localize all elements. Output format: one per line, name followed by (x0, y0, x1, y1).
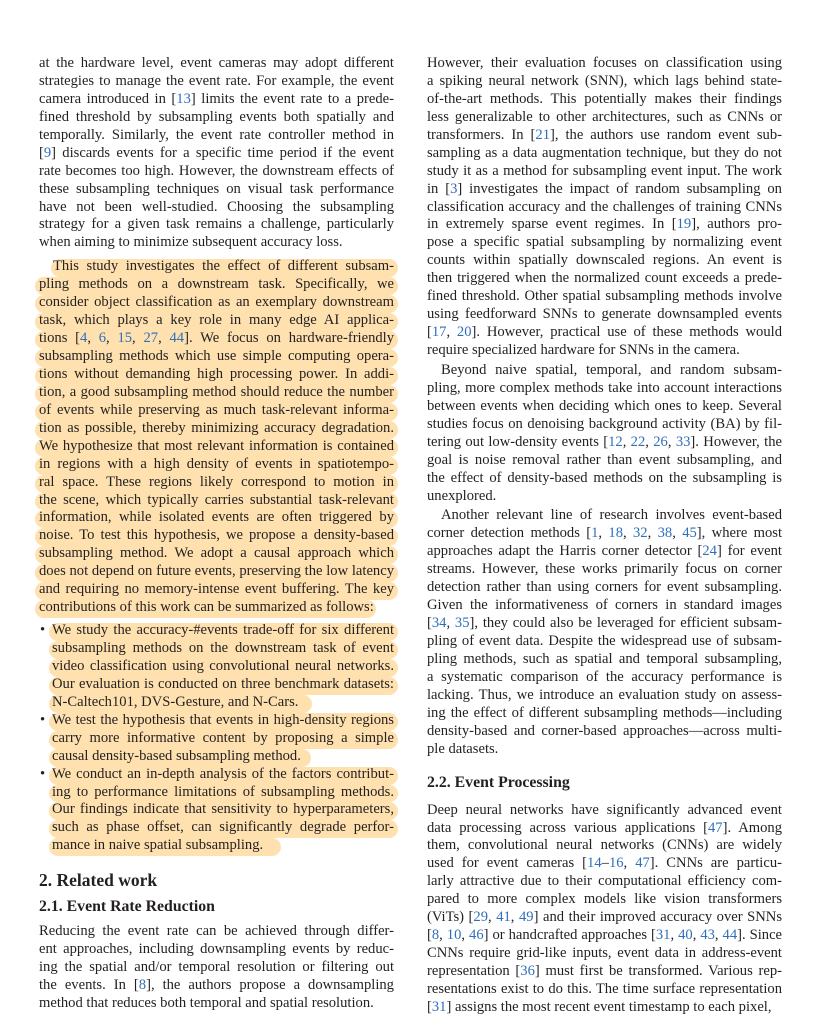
text-line (427, 525, 782, 543)
line-text: pling methods on a downstream task. Specifically, we (39, 276, 394, 293)
line-text: pling, more complex methods take into account interactions (427, 379, 782, 396)
text-line (39, 766, 394, 784)
citation-link[interactable]: 1 (591, 525, 599, 542)
citation-link[interactable]: 3 (450, 180, 458, 197)
line-text: mance in naive spatial subsampling. (52, 837, 264, 854)
line-text: a systematic comparison of the accuracy performance is (427, 668, 782, 685)
line-text: does not depend on future events, preserving the low latency (39, 563, 394, 580)
contribution-item (39, 622, 394, 712)
line-text: temporally. Similarly, the event rate controller method in (39, 126, 394, 143)
text-line (427, 633, 782, 651)
bullet-icon: • (40, 765, 46, 782)
text-line (427, 216, 782, 234)
line-text: ing to performance limitations of subsampling methods. (52, 783, 394, 800)
line-text: strategy for a given task remains a challenge, particularly (39, 216, 394, 233)
citation-link[interactable]: 21 (535, 126, 550, 143)
line-text: Beyond naive spatial, temporal, and random subsam- (441, 361, 782, 378)
line-text: then triggered when the normalized count exceeds a prede- (427, 270, 782, 287)
text-line (39, 276, 394, 294)
text-line (39, 837, 394, 855)
line-text: the scene, which typically carries substantial task-relevant (39, 491, 394, 508)
text-line (427, 927, 782, 945)
text-line (39, 492, 394, 510)
citation-link[interactable]: 17 (431, 324, 447, 341)
text-line (427, 891, 782, 909)
line-text: (ViTs) [29, 41, 49] and their improved accuracy over SNNs (427, 909, 783, 926)
text-line (427, 234, 782, 252)
text-line (427, 181, 782, 199)
text-line (39, 456, 394, 474)
subsection-heading-event-processing: 2.2. Event Processing (427, 773, 570, 791)
text-line (427, 561, 782, 579)
text-line (39, 366, 394, 384)
text-line (427, 416, 782, 434)
line-text: Reducing the event rate can be achieved through differ- (39, 923, 394, 940)
citation-link[interactable]: 33 (675, 433, 691, 450)
line-text: Given the informativeness of corners in standard images (427, 597, 782, 614)
line-text: goal is noise removal rather than event subsampling, and (427, 451, 782, 468)
line-text: We study the accuracy-#events trade-off for six different (52, 622, 394, 639)
citation-link[interactable]: 46 (469, 927, 484, 944)
line-text: CNNs require grid-like inputs, event data in address-event (427, 945, 782, 962)
text-line (39, 545, 394, 563)
line-text: Our evaluation is conducted on three benchmark datasets: (52, 675, 394, 692)
text-line (39, 784, 394, 802)
citation-link[interactable]: 18 (608, 525, 623, 542)
text-line (39, 474, 394, 492)
citation-link[interactable]: 10 (446, 927, 462, 944)
line-text: classification accuracy and the challenges of training CNNs (427, 198, 782, 215)
citation-link[interactable]: 6 (98, 330, 107, 347)
line-text: [8, 10, 46] or handcrafted approaches [31, 40, 43, 44]. Since (427, 927, 783, 944)
text-line (39, 801, 394, 819)
text-line (427, 145, 782, 163)
line-text: counts within spatially downscaled regions. An event is (427, 252, 782, 269)
text-line (427, 398, 782, 416)
text-line (39, 163, 394, 181)
line-text: tering out low-density events [12, 22, 26, 33]. However, the (427, 433, 782, 450)
text-line (39, 658, 394, 676)
line-text: carry more informative content by proposing a simple (52, 729, 394, 746)
citation-link[interactable]: 27 (143, 330, 159, 347)
text-line (39, 216, 394, 234)
text-line (39, 127, 394, 145)
text-line (427, 127, 782, 145)
text-line (39, 199, 394, 217)
text-line (427, 723, 782, 741)
text-line (427, 963, 782, 981)
citation-link[interactable]: 44 (722, 927, 738, 944)
citation-link[interactable]: 20 (456, 324, 472, 341)
contribution-item (39, 712, 394, 766)
text-line (427, 837, 782, 855)
line-text: tion, a good subsampling method should reduce the number (39, 383, 394, 400)
paragraph-event-rate-reduction (39, 923, 394, 1013)
line-text: density-based and corner-based approaches—across multi- (427, 722, 782, 739)
citation-link[interactable]: 49 (518, 909, 534, 926)
line-text: ing the spatial and/or temporal resolution or filtering out (39, 959, 394, 976)
text-line (427, 252, 782, 270)
line-text: data processing across various applications [47]. Among (427, 819, 782, 836)
line-text: fined threshold by subsampling events both spatially and (39, 108, 394, 125)
line-text: corner detection methods [1, 18, 32, 38, 45], where most (427, 525, 783, 542)
citation-link[interactable]: 8 (431, 927, 440, 944)
citation-link[interactable]: 16 (608, 855, 624, 872)
text-line (39, 509, 394, 527)
line-text: representation [36] must first be transformed. Various rep- (427, 963, 783, 979)
text-line (427, 288, 782, 306)
text-line (39, 294, 394, 312)
line-text: tions without demanding high processing power. In addi- (39, 365, 394, 382)
text-line (39, 181, 394, 199)
text-line (427, 73, 782, 91)
line-text: have not been well-studied. Choosing the subsampling (39, 198, 394, 215)
text-line (427, 945, 782, 963)
citation-link[interactable]: 47 (708, 819, 723, 836)
text-line (427, 434, 782, 452)
text-line (427, 579, 782, 597)
citation-link[interactable]: 40 (678, 927, 693, 944)
text-line (427, 452, 782, 470)
text-line (39, 676, 394, 694)
line-text: This study investigates the effect of different subsam- (53, 258, 394, 275)
left-column (39, 55, 394, 1013)
text-line (39, 748, 394, 766)
line-text: ing the effect of different subsampling methods—including (427, 704, 782, 721)
citation-link[interactable]: 29 (473, 909, 488, 926)
citation-link[interactable]: 24 (702, 543, 717, 560)
text-line (427, 687, 782, 705)
line-text: Deep neural networks have significantly advanced event (427, 801, 782, 818)
line-text: used for event cameras [14–16, 47]. CNNs are particu- (427, 855, 782, 872)
line-text: require specialized hardware for SNNs in the camera. (427, 342, 740, 358)
line-text: Another relevant line of research involves event-based (441, 507, 782, 524)
citation-link[interactable]: 35 (454, 615, 470, 632)
line-text: pling methods, such as spatial and temporal subsampling, (427, 650, 782, 667)
text-line (39, 73, 394, 91)
citation-link[interactable]: 47 (635, 855, 650, 872)
paragraph-snn-evaluation (427, 55, 782, 360)
text-line (427, 999, 782, 1017)
line-text: pling of event data. Despite the widespread use of subsam- (427, 633, 782, 649)
right-column (427, 55, 782, 1017)
text-line (39, 599, 394, 617)
citation-link[interactable]: 8 (138, 977, 147, 994)
citation-link[interactable]: 26 (653, 433, 668, 450)
line-text: N-Caltech101, DVS-Gesture, and N-Cars. (52, 693, 299, 710)
line-text: tions [4, 6, 15, 27, 44]. We focus on hardware-friendly (39, 330, 395, 347)
line-text: between events when deciding which ones to keep. Several (427, 397, 782, 414)
text-line (39, 55, 394, 73)
line-text: streams. However, these works primarily focus on corner (427, 561, 782, 578)
text-line (39, 109, 394, 127)
line-text: in [3] investigates the impact of random subsampling on (427, 180, 782, 197)
text-line (427, 820, 782, 838)
citation-link[interactable]: 4 (80, 330, 88, 347)
text-line (427, 362, 782, 380)
line-text: [31] assigns the most recent event timestamp to each pixel, (427, 998, 772, 1015)
text-line (427, 488, 782, 506)
line-text: We test the hypothesis that events in high-density regions (52, 711, 394, 728)
paragraph-corner-detection (427, 507, 782, 758)
line-text: fined threshold. Other spatial subsampling methods involve (427, 288, 782, 305)
text-line (39, 312, 394, 330)
line-text: consider object classification as an exemplary downstream (39, 294, 394, 311)
line-text: [34, 35], they could also be leveraged for efficient subsam- (427, 615, 783, 632)
citation-link[interactable]: 36 (520, 963, 535, 979)
citation-link[interactable]: 14 (587, 855, 602, 872)
line-text: detection rather than using corners for event subsampling. (427, 579, 782, 596)
line-text: in regions with a high density of events in spatiotempo- (39, 455, 394, 472)
text-line (39, 959, 394, 977)
text-line (39, 622, 394, 640)
line-text: camera introduced in [13] limits the event rate to a prede- (39, 90, 395, 107)
line-text: We conduct an in-depth analysis of the factors contribut- (52, 765, 394, 782)
line-text: [17, 20]. However, practical use of these methods would (427, 324, 782, 341)
paragraph-event-processing (427, 802, 782, 1017)
line-text: method that reduces both temporal and spatial resolution. (39, 995, 374, 1011)
line-text: a spiking neural network (SNN), which lags behind state- (427, 72, 782, 89)
text-line (39, 234, 394, 252)
line-text: pose a specific spatial subsampling by normalizing event (427, 234, 782, 251)
contribution-item (39, 766, 394, 856)
text-line (39, 694, 394, 712)
text-line (39, 923, 394, 941)
citation-link[interactable]: 32 (633, 525, 648, 542)
line-text: pared to more complex models like vision transformers (427, 891, 782, 908)
text-line (427, 163, 782, 181)
line-text: causal density-based subsampling method. (52, 747, 301, 764)
text-line (427, 270, 782, 288)
line-text: noise. To test this hypothesis, we propose a density-based (39, 527, 394, 544)
citation-link[interactable]: 45 (682, 525, 697, 542)
line-text: study it as a method for subsampling event input. The work (427, 162, 782, 179)
text-line (39, 91, 394, 109)
text-line (39, 995, 394, 1013)
line-text: in extremely sparse event regimes. In [19], authors pro- (427, 216, 782, 233)
line-text: when aiming to minimize subsequent accuracy loss. (39, 234, 343, 251)
text-line (39, 640, 394, 658)
line-text: Our findings indicate that sensitivity to hyperparameters, (52, 801, 394, 818)
line-text: of-the-art methods. This potentially makes their findings (427, 90, 782, 107)
text-line (427, 651, 782, 669)
text-line (39, 941, 394, 959)
section-heading-related-work: 2. Related work (39, 870, 158, 891)
line-text: [9] discards events for a specific time period if the event (39, 144, 394, 161)
citation-link[interactable]: 12 (608, 433, 623, 450)
subsection-heading-event-rate-reduction: 2.1. Event Rate Reduction (39, 898, 215, 916)
line-text: However, their evaluation focuses on classification using (427, 55, 782, 71)
line-text: ral space. These regions likely correspond to motion in (39, 473, 394, 490)
line-text: of events while preserving as much task-relevant informa- (39, 401, 394, 418)
citation-link[interactable]: 43 (700, 927, 715, 944)
citation-link[interactable]: 34 (431, 615, 447, 632)
citation-link[interactable]: 38 (657, 525, 673, 542)
text-line (39, 527, 394, 545)
text-line (427, 873, 782, 891)
line-text: at the hardware level, event cameras may adopt different (39, 55, 394, 71)
text-line (39, 258, 394, 276)
line-text: and requiring no memory-intense event buffering. The key (39, 581, 394, 598)
citation-link[interactable]: 19 (676, 216, 692, 233)
line-text: subsampling methods on the downstream task of event (52, 640, 394, 656)
line-text: task, which plays a key role in many edge AI applica- (39, 312, 394, 329)
line-text: We hypothesize that most relevant information is contained (39, 437, 394, 454)
text-line (427, 306, 782, 324)
line-text: the events. In [8], the authors propose a downsampling (39, 977, 394, 994)
text-line (427, 470, 782, 488)
text-line (39, 420, 394, 438)
text-line (427, 705, 782, 723)
line-text: video classification using convolutional neural networks. (52, 657, 394, 674)
text-line (39, 712, 394, 730)
line-text: tion as possible, thereby minimizing accuracy degradation. (39, 419, 394, 436)
text-line (39, 819, 394, 837)
text-line (427, 507, 782, 525)
line-text: contributions of this work can be summarized as follows: (39, 599, 374, 616)
text-line (427, 91, 782, 109)
citation-link[interactable]: 22 (630, 433, 646, 450)
text-line (39, 438, 394, 456)
citation-link[interactable]: 13 (176, 90, 191, 107)
text-line (427, 109, 782, 127)
line-text: ple datasets. (427, 740, 499, 757)
text-line (427, 597, 782, 615)
line-text: strategies to manage the event rate. For example, the event (39, 72, 394, 89)
text-line (39, 330, 394, 348)
text-line (427, 342, 782, 360)
line-text: information, while isolated events are often triggered by (39, 509, 394, 526)
paragraph-intro-context (39, 55, 394, 252)
line-text: the effect of density-based methods on the subsampling is (427, 469, 782, 486)
citation-link[interactable]: 31 (655, 927, 671, 944)
text-line (39, 581, 394, 599)
line-text: these subsampling techniques on visual task performance (39, 180, 394, 197)
citation-link[interactable]: 44 (169, 330, 185, 347)
text-line (39, 348, 394, 366)
text-line (39, 977, 394, 995)
line-text: using feedforward SNNs to generate downsampled events (427, 306, 782, 323)
text-line (427, 199, 782, 217)
text-line (39, 384, 394, 402)
line-text: transformers. In [21], the authors use random event sub- (427, 126, 782, 143)
text-line (427, 543, 782, 561)
text-line (427, 669, 782, 687)
line-text: rate becomes too high. However, the downstream effects of (39, 162, 394, 179)
contributions-list (39, 622, 394, 855)
line-text: studies focus on denoising background activity (BA) by fil- (427, 415, 782, 432)
paragraph-study-summary (39, 258, 394, 617)
text-line (427, 802, 782, 820)
line-text: less generalizable to other architectures, such as CNNs or (427, 108, 782, 125)
text-line (427, 855, 782, 873)
citation-link[interactable]: 15 (117, 330, 133, 347)
citation-link[interactable]: 31 (431, 998, 447, 1015)
text-line (427, 741, 782, 759)
line-text: subsampling method. We adopt a causal approach which (39, 545, 394, 562)
text-line (427, 380, 782, 398)
text-line (39, 563, 394, 581)
citation-link[interactable]: 9 (43, 144, 52, 161)
line-text: such as phase offset, can significantly degrade perfor- (52, 819, 394, 836)
text-line (427, 981, 782, 999)
text-line (427, 909, 782, 927)
citation-link[interactable]: 41 (496, 909, 511, 926)
text-line (427, 55, 782, 73)
line-text: subsampling methods which use simple computing opera- (39, 348, 394, 364)
text-line (427, 615, 782, 633)
text-line (427, 324, 782, 342)
line-text: unexplored. (427, 487, 497, 504)
bullet-icon: • (40, 711, 46, 728)
line-text: them, convolutional neural networks (CNNs) are widely (427, 837, 782, 854)
text-line (39, 145, 394, 163)
line-text: ent approaches, including downsampling events by reduc- (39, 941, 394, 958)
line-text: larly attractive due to their computational efficiency com- (427, 873, 782, 890)
line-text: approaches adapt the Harris corner detector [24] for event (427, 543, 782, 560)
line-text: lacking. Thus, we introduce an evaluation study on assess- (427, 686, 782, 703)
line-text: resentations exist to do this. The time surface representation (427, 980, 782, 997)
bullet-icon: • (40, 622, 46, 639)
line-text: sampling as a data augmentation technique, but they do not (427, 144, 782, 161)
text-line (39, 402, 394, 420)
paragraph-complex-methods (427, 362, 782, 506)
text-line (39, 730, 394, 748)
